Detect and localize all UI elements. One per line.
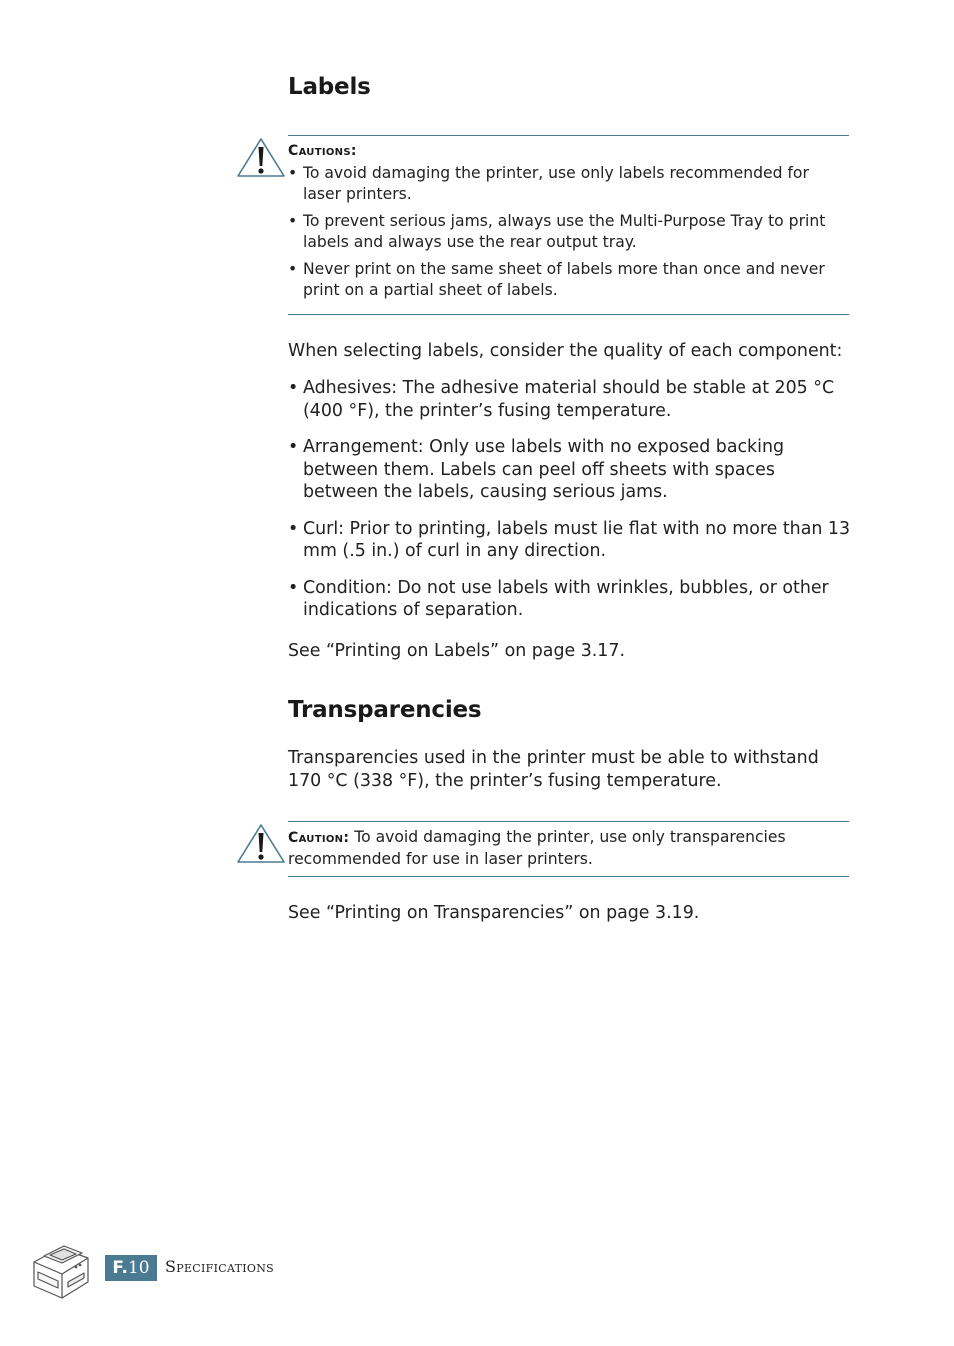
cautions-box bbox=[288, 135, 849, 315]
list-item: • To avoid damaging the printer, use only labels recommended for laser printers. bbox=[288, 163, 849, 205]
components-list bbox=[288, 377, 853, 622]
list-item: • Condition: Do not use labels with wrinkles, bubbles, or other indications of separation. bbox=[288, 577, 853, 622]
labels-see-also: See “Printing on Labels” on page 3.17. bbox=[288, 641, 625, 661]
footer-section-name: Specifications bbox=[165, 1257, 274, 1276]
page-number-badge bbox=[105, 1255, 157, 1281]
list-item: • Curl: Prior to printing, labels must lie flat with no more than 13 mm (.5 in.) of curl in any direction. bbox=[288, 518, 853, 563]
caution-body: To avoid damaging the printer, use only transparencies recommended for use in laser printers. bbox=[288, 828, 786, 868]
printer-icon bbox=[30, 1232, 92, 1302]
transparencies-see-also: See “Printing on Transparencies” on page 3.19. bbox=[288, 903, 700, 923]
caution-icon bbox=[236, 137, 286, 179]
caution-icon bbox=[236, 823, 286, 865]
labels-heading: Labels bbox=[288, 74, 371, 100]
caution-title: Caution: bbox=[288, 830, 350, 846]
transparencies-heading: Transparencies bbox=[288, 697, 482, 723]
labels-intro: When selecting labels, consider the quality of each component: bbox=[288, 341, 843, 361]
list-item: • Adhesives: The adhesive material should be stable at 205 °C (400 °F), the printer’s fusing temperature. bbox=[288, 377, 853, 422]
cautions-list bbox=[288, 163, 849, 301]
page-number: 10 bbox=[127, 1258, 150, 1278]
list-item: • Arrangement: Only use labels with no exposed backing between them. Labels can peel off sheets with spaces between the labels, causing serious jams. bbox=[288, 436, 853, 504]
page-prefix: F. bbox=[112, 1258, 128, 1278]
components-block bbox=[288, 377, 853, 636]
page-footer bbox=[30, 1232, 430, 1302]
cautions-title: Cautions: bbox=[288, 143, 357, 159]
list-item: • Never print on the same sheet of labels more than once and never print on a partial sheet of labels. bbox=[288, 259, 849, 301]
caution-box bbox=[288, 821, 849, 877]
list-item: • To prevent serious jams, always use the Multi-Purpose Tray to print labels and always use the rear output tray. bbox=[288, 211, 849, 253]
caution-text bbox=[288, 822, 849, 870]
transparencies-intro: Transparencies used in the printer must be able to withstand 170 °C (338 °F), the printer’s fusing temperature. bbox=[288, 748, 819, 791]
